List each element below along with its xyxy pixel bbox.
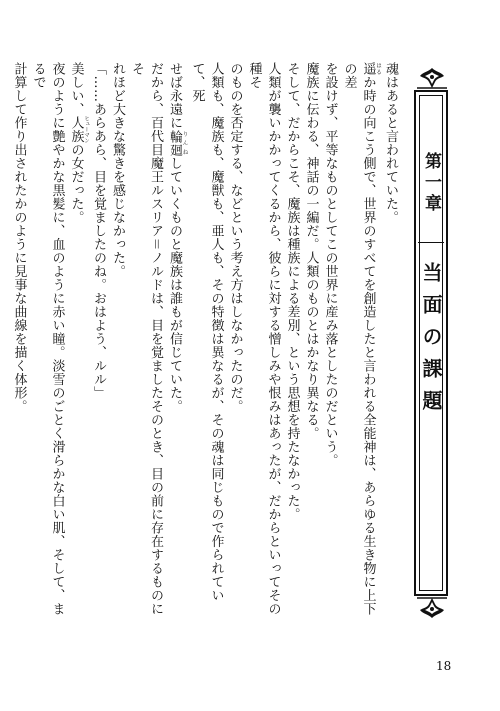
text-line: 人類も、魔族も、魔獣も、亜人も、その特徴は異なるが、その魂は同じもので作られていて、死: [189, 62, 224, 602]
text-line: 美しい、人族 ヒューマンの女だった。: [68, 62, 89, 225]
chapter-number: 第一章: [421, 152, 441, 215]
ruby-word: 人族 ヒューマン: [68, 115, 89, 144]
text-line: を設けず、平等なものとしてこの世界に産み落としたのだという。: [322, 62, 338, 467]
text-line: 魂はあると言われていた。: [383, 62, 398, 224]
text-line: だから、百代目魔王ルスリア＝ノルドは、目を覚ましたそのとき、目の前に存在するものにそ: [129, 62, 163, 616]
banner-divider: [418, 242, 444, 243]
text-line: そして、だからこそ、魔族は種族による差別、という思想を持たなかった。: [284, 62, 300, 521]
text-line: 計算して作り出されたかのように見事な曲線を描く体形。: [11, 62, 27, 413]
chapter-title: 当面の課題: [419, 262, 443, 422]
page-number: 18: [436, 659, 452, 673]
text-line: せば永遠に輪廻 りんねしていくものと魔族は誰もが信じていた。: [167, 62, 188, 413]
text-line: 遥 はるか時の向こう側で、世界のすべてを創造したと言われる全能神は、あらゆる生き物に上下の差: [341, 62, 381, 616]
text-line: のものを否定する、などという考え方はしなかったのだ。: [227, 62, 243, 413]
ornament-top-icon: [415, 66, 449, 90]
text-line: 魔族に伝わる、神話の一編だ。人類のものとはかなり異なる。: [303, 62, 319, 440]
text-line: 人類が襲いかかってくるから、彼らに対する憎しみや恨みはあったが、だからといってその種そ: [246, 62, 281, 616]
body-text: [11, 62, 400, 622]
ornament-bottom-icon: [415, 596, 449, 620]
text-line: 夜のように艶やかな黒髪に、血のように赤い瞳。淡雪のごとく滑らかな白い肌、そして、まるで: [30, 62, 65, 616]
chapter-banner: [412, 66, 452, 622]
text-line: れほど大きな驚きを感じなかった。: [110, 62, 125, 278]
ruby-word: 輪廻 りんね: [167, 129, 188, 157]
ruby-word: 遥 はる: [360, 62, 381, 76]
text-line: 「……あらあら、目を覚ましたのね。おはよう、ルル」: [91, 62, 106, 400]
